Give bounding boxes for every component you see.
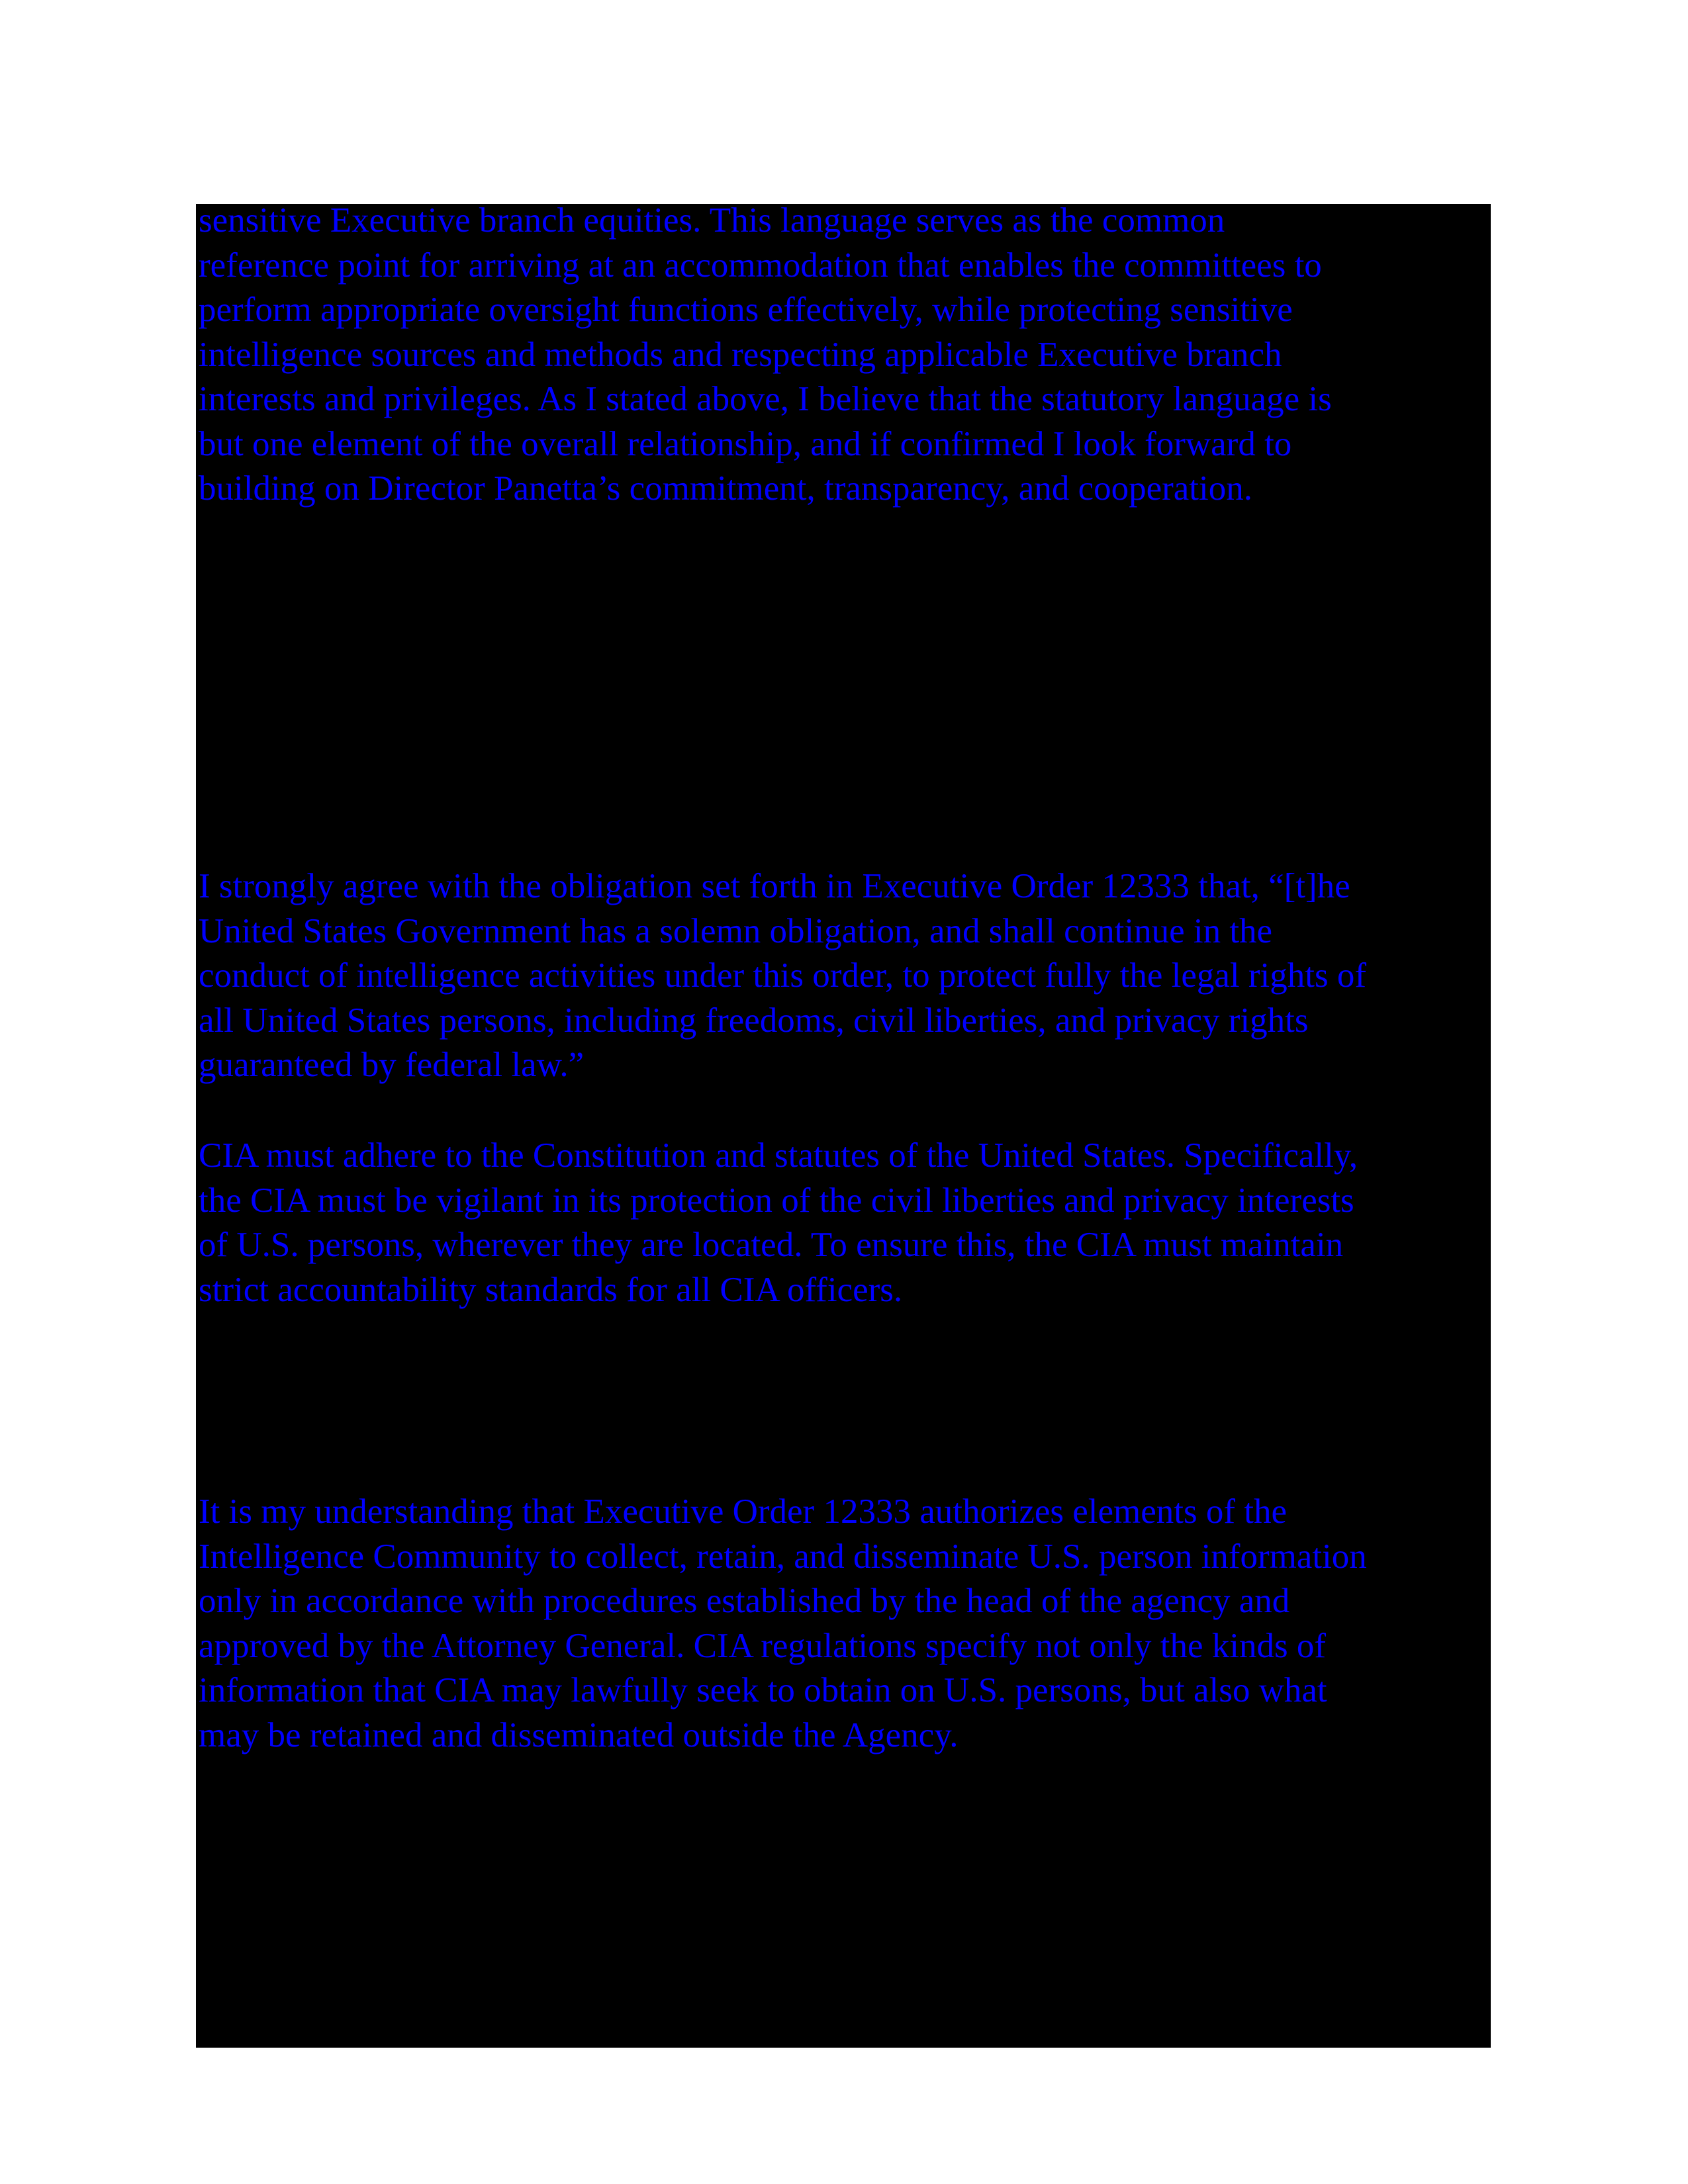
text-line: It is my understanding that Executive Order 12333 authorizes elements of the	[199, 1492, 1288, 1531]
text-line: strict accountability standards for all CIA officers.	[199, 1270, 903, 1309]
text-line: all United States persons, including freedoms, civil liberties, and privacy rights	[199, 1001, 1309, 1040]
text-line: of U.S. persons, wherever they are located. To ensure this, the CIA must maintain	[199, 1226, 1344, 1264]
paragraph-eo-12333-obligation	[199, 864, 1496, 1088]
text-line: perform appropriate oversight functions effectively, while protecting sensitive	[199, 291, 1293, 329]
paragraph-cia-constitution	[199, 1134, 1496, 1312]
text-line: I strongly agree with the obligation set forth in Executive Order 12333 that, “[t]he	[199, 867, 1350, 905]
text-line: the CIA must be vigilant in its protection of the civil liberties and privacy interests	[199, 1181, 1354, 1220]
text-line: CIA must adhere to the Constitution and statutes of the United States. Specifically,	[199, 1136, 1358, 1175]
text-line: only in accordance with procedures established by the head of the agency and	[199, 1582, 1290, 1620]
text-line: reference point for arriving at an accommodation that enables the committees to	[199, 246, 1322, 285]
paragraph-us-person-information	[199, 1490, 1496, 1758]
text-line: sensitive Executive branch equities. This language serves as the common	[199, 201, 1225, 240]
text-line: approved by the Attorney General. CIA regulations specify not only the kinds of	[199, 1626, 1326, 1665]
text-line: United States Government has a solemn obligation, and shall continue in the	[199, 911, 1273, 950]
text-line: intelligence sources and methods and respecting applicable Executive branch	[199, 335, 1282, 374]
text-line: guaranteed by federal law.”	[199, 1046, 585, 1084]
text-line: may be retained and disseminated outside the Agency.	[199, 1715, 959, 1754]
text-line: Intelligence Community to collect, retain, and disseminate U.S. person information	[199, 1537, 1367, 1576]
text-line: but one element of the overall relationship, and if confirmed I look forward to	[199, 424, 1292, 463]
text-line: interests and privileges. As I stated above, I believe that the statutory language is	[199, 380, 1332, 418]
paragraph-oversight-accommodation	[199, 199, 1496, 512]
text-line: information that CIA may lawfully seek to obtain on U.S. persons, but also what	[199, 1671, 1327, 1709]
text-line: conduct of intelligence activities under this order, to protect fully the legal rights of	[199, 956, 1367, 995]
text-line: building on Director Panetta’s commitment, transparency, and cooperation.	[199, 469, 1252, 508]
